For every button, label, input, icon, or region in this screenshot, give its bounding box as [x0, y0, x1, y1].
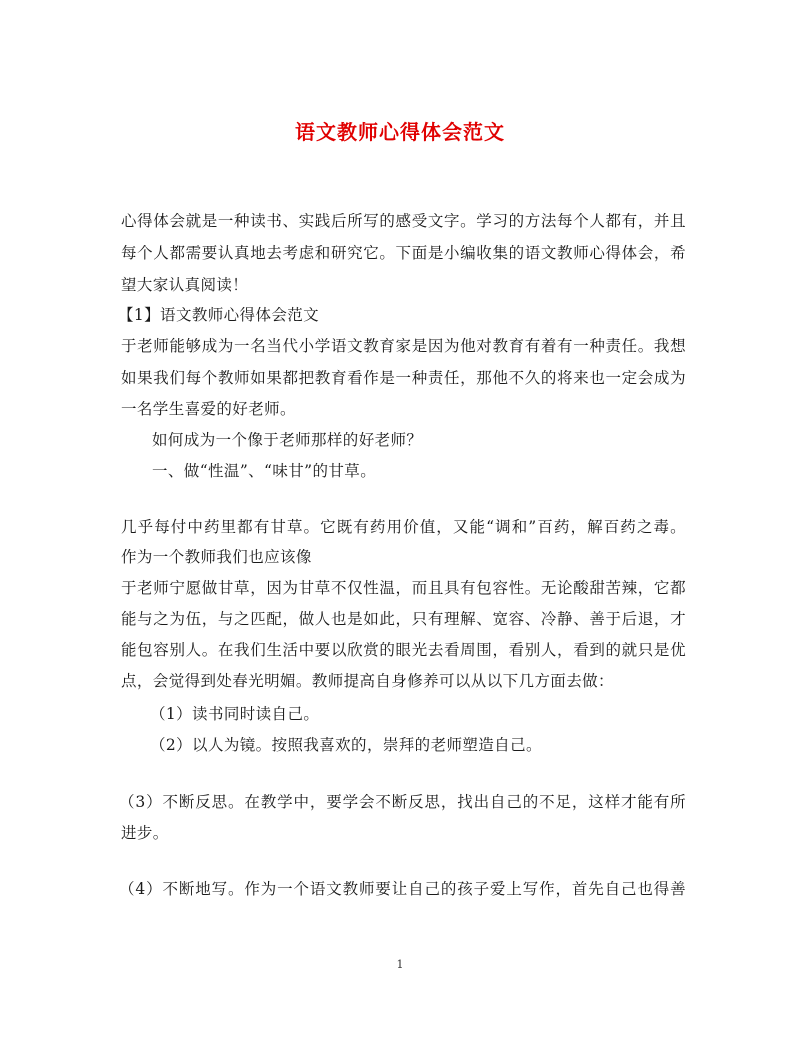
- paragraph-line: 点，会觉得到处春光明媚。教师提高自身修养可以从以下几方面去做：: [121, 672, 614, 690]
- paragraph-line: 心得体会就是一种读书、实践后所写的感受文字。学习的方法每个人都有，并且: [121, 212, 686, 230]
- paragraph-line: 于老师宁愿做甘草，因为甘草不仅性温，而且具有包容性。无论酸甜苦辣，它都: [121, 579, 686, 597]
- list-item: （1）读书同时读自己。: [150, 705, 320, 723]
- document-title: 语文教师心得体会范文: [295, 120, 505, 144]
- paragraph-line: 几乎每付中药里都有甘草。它既有药用价值，又能“调和”百药，解百药之毒。: [121, 518, 686, 536]
- paragraph-line: 作为一个教师我们也应该像: [121, 548, 312, 566]
- section-heading: 【1】语文教师心得体会范文: [118, 306, 320, 324]
- paragraph-line: 能包容别人。在我们生活中要以欣赏的眼光去看周围，看别人，看到的就只是优: [121, 641, 686, 659]
- page-number: 1: [396, 958, 404, 971]
- paragraph-line: 如果我们每个教师如果都把教育看作是一种责任，那他不久的将来也一定会成为: [121, 369, 686, 387]
- paragraph-line: 进步。: [121, 824, 169, 842]
- paragraph-line: 能与之为伍，与之匹配，做人也是如此，只有理解、宽容、冷静、善于后退，才: [121, 610, 686, 628]
- list-item: （3）不断反思。在教学中，要学会不断反思，找出自己的不足，这样才能有所: [119, 793, 686, 811]
- paragraph-line: 一、做“性温”、“味甘”的甘草。: [152, 462, 377, 480]
- paragraph-line: 于老师能够成为一名当代小学语文教育家是因为他对教育有着有一种责任。我想: [121, 337, 686, 355]
- list-item: （2）以人为镜。按照我喜欢的，崇拜的老师塑造自己。: [150, 736, 542, 754]
- paragraph-line: 如何成为一个像于老师那样的好老师？: [152, 431, 423, 449]
- paragraph-line: 一名学生喜爱的好老师。: [121, 400, 296, 418]
- list-item: （4）不断地写。作为一个语文教师要让自己的孩子爱上写作，首先自己也得善: [119, 880, 686, 898]
- paragraph-line: 每个人都需要认真地去考虑和研究它。下面是小编收集的语文教师心得体会，希: [121, 244, 686, 262]
- paragraph-line: 望大家认真阅读！: [121, 276, 249, 294]
